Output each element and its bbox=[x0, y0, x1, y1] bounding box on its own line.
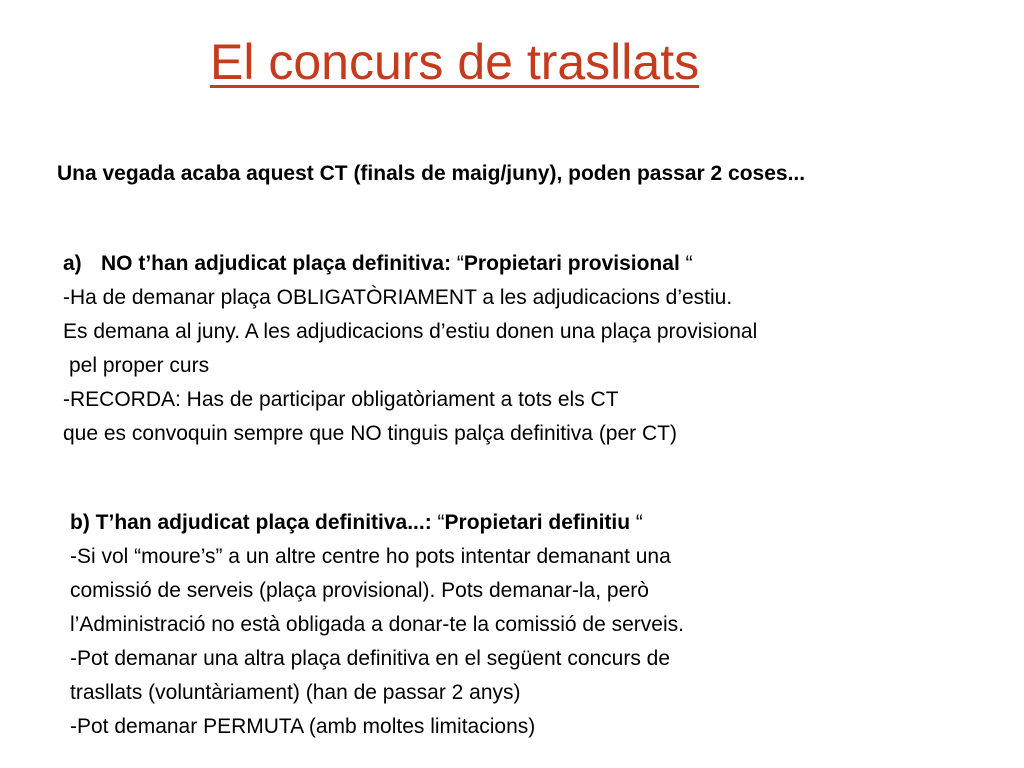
section-a-heading-line bbox=[63, 247, 757, 281]
section-a bbox=[63, 247, 757, 451]
section-a-line: -Ha de demanar plaça OBLIGATÒRIAMENT a les adjudicacions d’estiu. bbox=[63, 286, 733, 309]
section-a-line: Es demana al juny. A les adjudicacions d’estiu donen una plaça provisional bbox=[63, 320, 758, 343]
section-b-line: -Pot demanar una altra plaça definitiva en el següent concurs de bbox=[70, 647, 671, 670]
section-a-line: pel proper curs bbox=[69, 354, 210, 377]
section-b-heading-line bbox=[70, 506, 684, 540]
section-b-line: -Si vol “moure’s” a un altre centre ho pots intentar demanant una bbox=[70, 545, 671, 568]
intro-text: Una vegada acaba aquest CT (finals de maig/juny), poden passar 2 coses... bbox=[57, 162, 806, 185]
section-a-line: -RECORDA: Has de participar obligatòriament a tots els CT bbox=[63, 388, 619, 411]
section-a-line: que es convoquin sempre que NO tinguis palça definitiva (per CT) bbox=[63, 422, 677, 445]
section-b-line: trasllats (voluntàriament) (han de passar 2 anys) bbox=[70, 681, 521, 704]
section-b-heading: b) T’han adjudicat plaça definitiva...: bbox=[70, 511, 432, 534]
section-a-quote-text: Propietari provisional bbox=[463, 252, 680, 275]
section-b bbox=[70, 506, 684, 744]
section-b-line: -Pot demanar PERMUTA (amb moltes limitacions) bbox=[70, 715, 536, 738]
section-b-quote-close: “ bbox=[630, 511, 643, 534]
section-a-quote-open: “ bbox=[451, 252, 464, 275]
section-b-quote-text: Propietari definitiu bbox=[444, 511, 631, 534]
section-b-quote-open: “ bbox=[431, 511, 445, 534]
section-a-heading: NO t’han adjudicat plaça definitiva: bbox=[101, 252, 452, 275]
section-a-quote-close: “ bbox=[679, 252, 693, 275]
section-b-line: comissió de serveis (plaça provisional). Pots demanar-la, però bbox=[70, 579, 649, 602]
section-b-line: l’Administració no està obligada a donar-te la comissió de serveis. bbox=[70, 613, 684, 636]
slide-title: El concurs de trasllats bbox=[210, 34, 700, 90]
section-a-marker: a) bbox=[63, 252, 82, 275]
